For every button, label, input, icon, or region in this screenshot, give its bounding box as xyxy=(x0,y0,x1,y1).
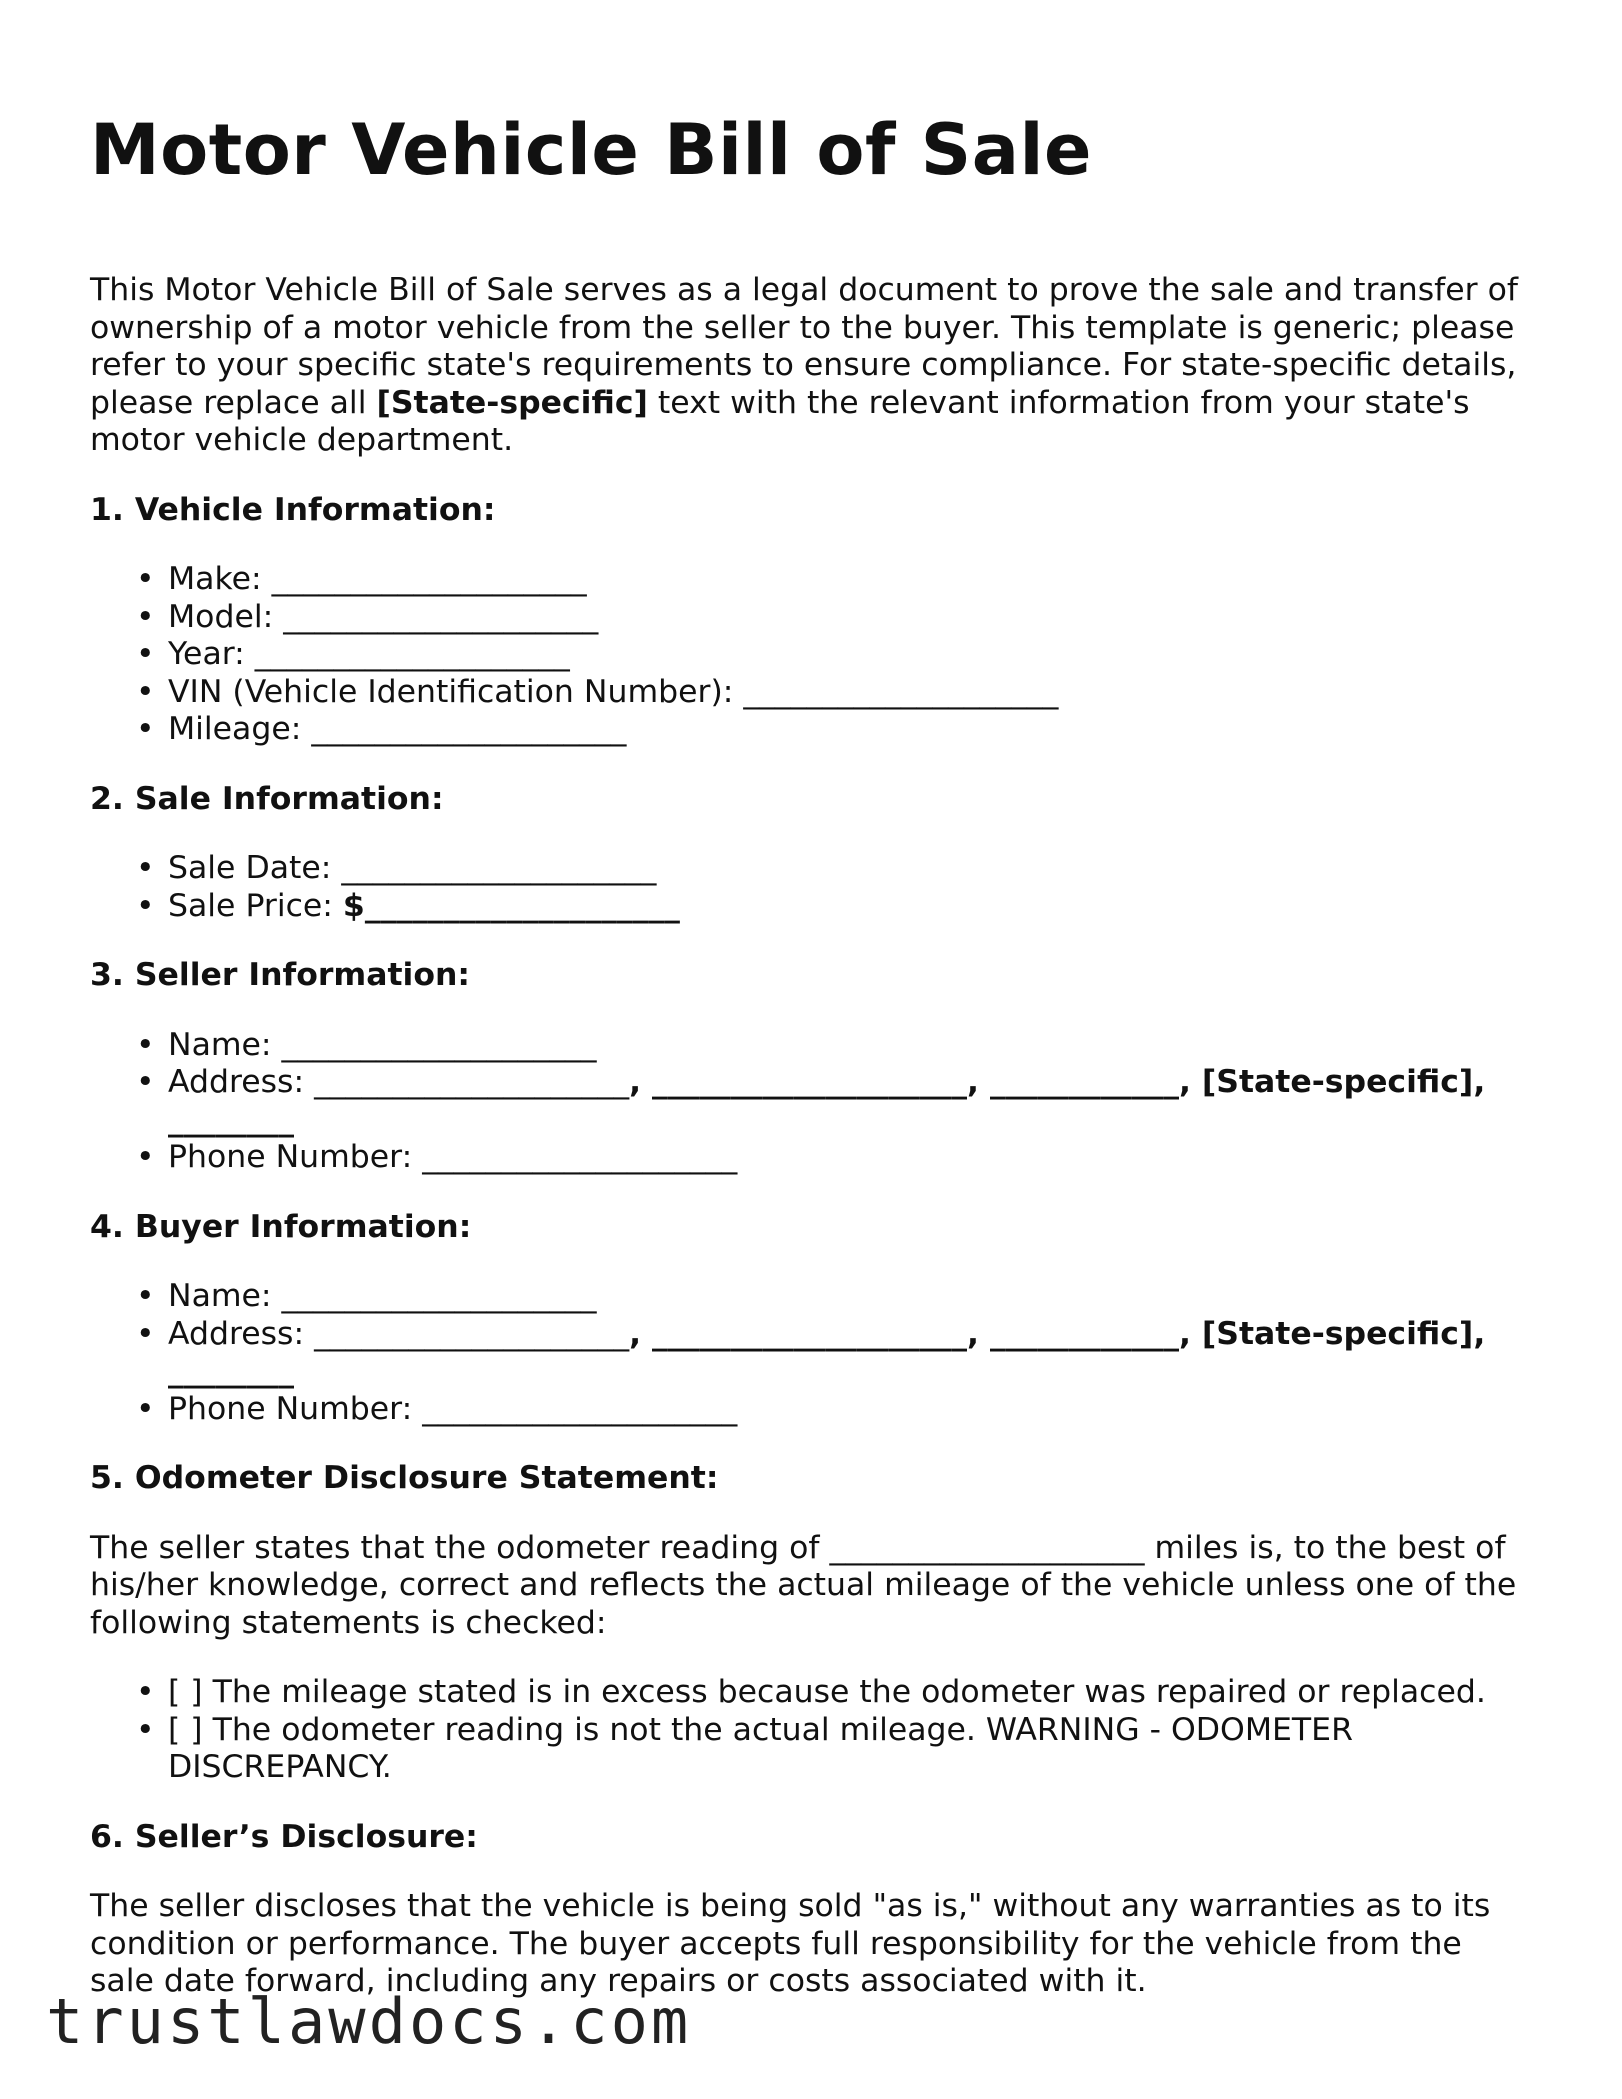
sale-price-field[interactable] xyxy=(168,888,1530,926)
buyer-heading: 4. Buyer Information: xyxy=(90,1208,472,1245)
seller-address-label: Address: ____________________ xyxy=(168,1064,630,1100)
buyer-address-rest: , ____________________, ____________, [State-specific], ________ xyxy=(168,1315,1486,1389)
odometer-option-excess[interactable]: • [ ] The mileage stated is in excess because the odometer was repaired or replaced. xyxy=(168,1674,1530,1712)
seller-heading: 3. Seller Information: xyxy=(90,957,470,993)
seller-address-field[interactable] xyxy=(168,1064,1530,1139)
vehicle-make-field[interactable]: • Make: ____________________ xyxy=(168,561,1530,599)
intro-text-end: text with the relevant information from your state's motor vehicle department. xyxy=(90,384,1470,458)
disclosure-statement: The seller discloses that the vehicle is being sold "as is," without any warranties as to its condition or performance. The buyer accepts full responsibility for the vehicle from the sale date forward, including any repairs or costs associated with it. xyxy=(90,1888,1491,1999)
sale-date-field[interactable]: • Sale Date: ____________________ xyxy=(168,850,1530,888)
buyer-list xyxy=(90,1278,1530,1428)
sale-price-label: Sale Price: xyxy=(168,887,343,924)
odometer-options-list xyxy=(90,1674,1530,1787)
seller-address-rest: , ____________________, ____________, [State-specific], ________ xyxy=(168,1064,1486,1138)
buyer-address-label: Address: ____________________ xyxy=(168,1315,630,1352)
site-watermark: trustlawdocs.com xyxy=(46,1985,692,2058)
seller-name-field[interactable]: • Name: ____________________ xyxy=(168,1027,1530,1065)
odometer-heading: 5. Odometer Disclosure Statement: xyxy=(90,1460,719,1496)
vehicle-heading: 1. Vehicle Information: xyxy=(90,491,496,528)
intro-paragraph xyxy=(90,272,1530,460)
odometer-statement: The seller states that the odometer reading of ____________________ miles is, to the best of his/her knowledge, correct and reflects the actual mileage of the vehicle unless one of the following statements is checked: xyxy=(90,1529,1517,1641)
buyer-name-field[interactable]: • Name: ____________________ xyxy=(168,1278,1530,1316)
vehicle-vin-field[interactable]: • VIN (Vehicle Identification Number): ____________________ xyxy=(168,674,1530,712)
vehicle-list xyxy=(90,561,1530,749)
buyer-phone-field[interactable]: • Phone Number: ____________________ xyxy=(168,1391,1530,1429)
vehicle-mileage-field[interactable]: • Mileage: ____________________ xyxy=(168,711,1530,749)
sale-price-value: $____________________ xyxy=(342,887,680,924)
buyer-address-field[interactable] xyxy=(168,1316,1530,1391)
document-page xyxy=(90,109,1530,2001)
document-title: Motor Vehicle Bill of Sale xyxy=(90,109,1092,191)
sale-list xyxy=(90,850,1530,925)
disclosure-heading: 6. Seller’s Disclosure: xyxy=(90,1818,478,1855)
intro-bold-placeholder: [State-specific] xyxy=(376,384,648,421)
vehicle-model-field[interactable]: • Model: ____________________ xyxy=(168,599,1530,637)
sale-heading: 2. Sale Information: xyxy=(90,780,444,817)
vehicle-year-field[interactable]: • Year: ____________________ xyxy=(168,636,1530,674)
seller-list xyxy=(90,1027,1530,1177)
odometer-option-discrepancy[interactable]: • [ ] The odometer reading is not the actual mileage. WARNING - ODOMETER DISCREPANCY. xyxy=(168,1712,1530,1787)
intro-text-start: This Motor Vehicle Bill of Sale serves as a legal document to prove the sale and transfer of ownership of a motor vehicle from the seller to the buyer. This template is generic; please refer to your specific state's requirements to ensure compliance. For state-specific details, please replace all xyxy=(90,272,1518,421)
seller-phone-field[interactable]: • Phone Number: ____________________ xyxy=(168,1139,1530,1177)
